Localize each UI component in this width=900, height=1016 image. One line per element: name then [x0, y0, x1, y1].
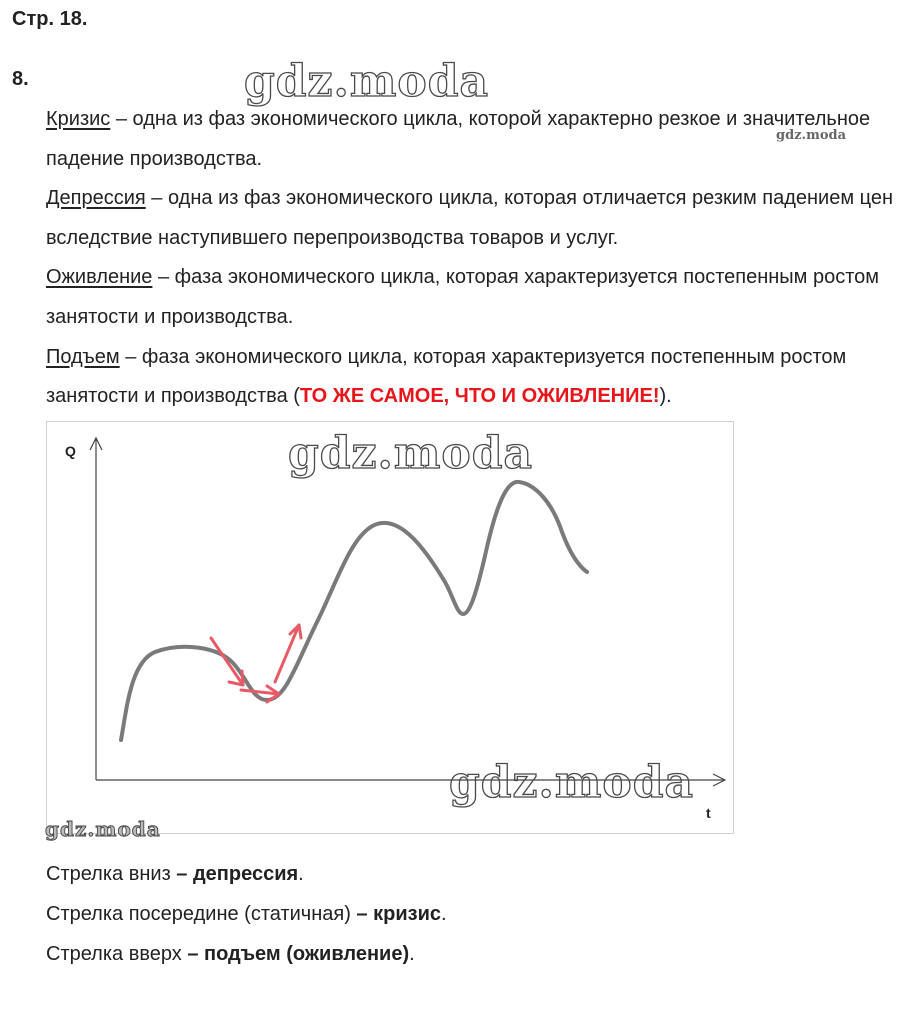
- arrow-down: [211, 638, 243, 685]
- term-revival: Оживление: [46, 266, 153, 289]
- note-bold: – подъем (оживление): [187, 942, 410, 965]
- arrow-up: [275, 625, 299, 682]
- business-cycle-curve: [121, 482, 587, 740]
- note-text: Стрелка вниз: [46, 863, 177, 885]
- x-axis-label: t: [706, 805, 711, 821]
- definition-text: – фаза экономического цикла, которая характеризуется постепенным ростом занятости и производства (: [46, 345, 847, 408]
- watermark: gdz.moda: [244, 56, 490, 107]
- y-axis-label: Q: [65, 443, 76, 459]
- chart-svg: [47, 422, 735, 835]
- note-end: .: [409, 942, 415, 965]
- note-text: Стрелка посередине (статичная): [46, 902, 357, 925]
- watermark: gdz.moda: [45, 817, 161, 841]
- business-cycle-chart: [45, 421, 734, 841]
- page-label: Стр. 18.: [12, 8, 88, 30]
- note-middle: [46, 895, 447, 935]
- definitions-block: [46, 100, 896, 417]
- note-up: [46, 935, 447, 975]
- notes-block: [46, 855, 447, 974]
- note-end: .: [298, 863, 304, 885]
- watermark: gdz.moda: [449, 757, 695, 808]
- task-number: 8.: [12, 68, 29, 90]
- definition-text-end: ).: [659, 385, 672, 408]
- definition-text: – одна из фаз экономического цикла, которой характерно резкое и значительное падение производства.: [46, 108, 871, 170]
- watermark: gdz.moda: [288, 428, 534, 479]
- term-upswing: Подъем: [46, 345, 120, 368]
- definition-text: – одна из фаз экономического цикла, которая отличается резким падением цен вследствие наступившего перепроизводства товаров и услуг.: [46, 187, 894, 249]
- highlight-note: ТО ЖЕ САМОЕ, ЧТО И ОЖИВЛЕНИЕ!: [299, 385, 660, 408]
- arrows-group: [211, 625, 301, 702]
- definition-crisis: [46, 100, 896, 179]
- term-depression: Депрессия: [46, 187, 146, 210]
- note-bold: – депрессия: [176, 863, 299, 885]
- definition-revival: [46, 258, 896, 337]
- note-text: Стрелка вверх: [46, 942, 188, 965]
- definition-text: – фаза экономического цикла, которая характеризуется постепенным ростом занятости и производства.: [46, 266, 880, 328]
- note-bold: – кризис: [356, 902, 441, 925]
- note-end: .: [440, 902, 447, 925]
- watermark-small: gdz.moda: [776, 128, 847, 143]
- term-crisis: Кризис: [46, 108, 111, 130]
- definition-upswing: [46, 338, 896, 417]
- note-down: [46, 855, 447, 895]
- definition-depression: [46, 179, 896, 258]
